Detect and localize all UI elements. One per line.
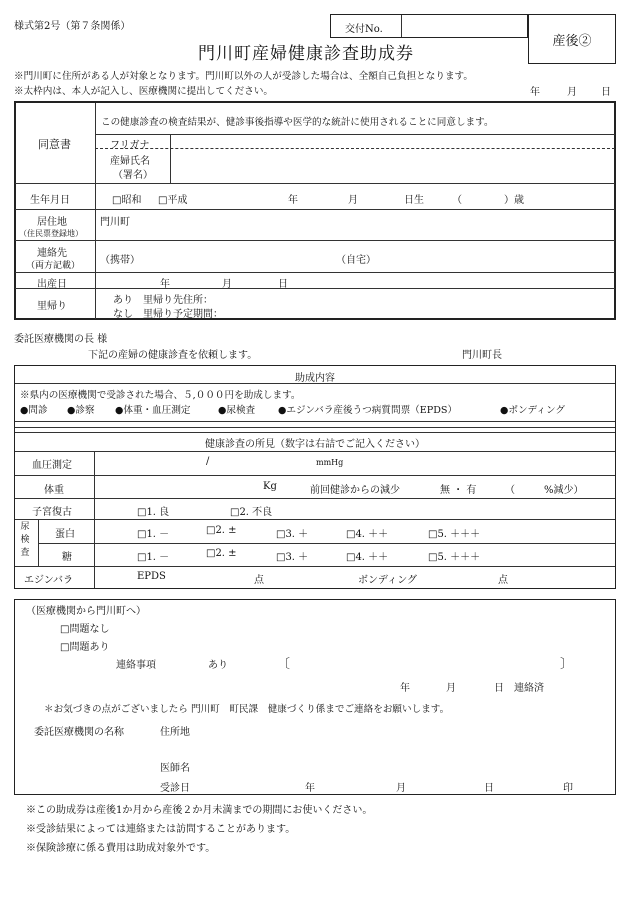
address-label: 居住地 [37,217,67,228]
subsidy-item: ●尿検査 [218,405,256,416]
contact-date-month: 月 [446,683,456,694]
date-day: 日 [601,87,611,98]
instruction-note: ※太枠内は、本人が記入し、医療機関に提出してください。 [14,86,274,97]
furigana-input[interactable] [175,136,611,148]
urine-label: 尿検査 [20,522,30,558]
dob-label: 生年月日 [30,195,70,206]
bp-unit: mmHg [316,458,344,467]
birth-month: 月 [222,279,232,290]
visit-date-label: 受診日 [160,783,190,794]
page-title: 門川町産婦健康診査助成券 [198,44,414,64]
return-no[interactable]: なし 里帰り予定期間： [113,309,223,320]
contact-label: 連絡先 [37,248,67,259]
birth-label: 出産日 [37,279,67,290]
seal-label: 印 [563,783,573,794]
epds-unit: 点 [254,575,264,586]
protein-option[interactable]: □5. ＋＋＋ [428,529,481,540]
contact-date-year: 年 [400,683,410,694]
visit-day: 日 [484,783,494,794]
sugar-option[interactable]: □5. ＋＋＋ [428,552,481,563]
protein-option[interactable]: □1. － [137,529,170,540]
contact-date-day: 日 [494,683,504,694]
birth-year: 年 [160,279,170,290]
sugar-option[interactable]: □3. ＋ [276,552,309,563]
dob-year: 年 [288,195,298,206]
ari-label: あり [208,660,228,671]
subsidy-item: ●診察 [67,405,95,416]
dob-day: 日生 [404,195,424,206]
visit-month: 月 [396,783,406,794]
eligibility-note: ※門川町に住所がある人が対象となります。門川町以外の人が受診した場合は、全額自己負担となります。 [14,71,473,82]
bracket-open: 〔 [277,657,291,672]
uterus-option[interactable]: □2. 不良 [230,507,273,518]
address-sub: （住民票登録地） [19,229,83,238]
no-problem-checkbox[interactable]: □問題なし [60,624,110,635]
subsidy-item: ●ボンディング [500,405,565,416]
sugar-option[interactable]: □4. ＋＋ [346,552,389,563]
visit-year: 年 [305,783,315,794]
contact-item-label: 連絡事項 [116,660,156,671]
age-close: ）歳 [504,195,524,206]
bonding-label: ボンディング [358,575,417,586]
bp-label: 血圧測定 [32,460,72,471]
form-number: 様式第2号（第７条関係） [14,21,131,32]
receipt-number-box[interactable] [330,14,528,38]
subsidy-item: ●エジンバラ産後うつ病質問票（EPDS） [278,405,458,416]
badge-text: 産後② [552,34,592,49]
dob-month: 月 [348,195,358,206]
date-month: 月 [567,87,577,98]
signature-label: （署名） [113,170,153,181]
name-input[interactable] [175,150,611,180]
weight-pct: %減少） [544,485,584,496]
weight-pct-open: （ [505,485,515,496]
protein-option[interactable]: □3. ＋ [276,529,309,540]
furigana-label: フリガナ [110,140,150,151]
subsidy-item: ●体重・血圧測定 [115,405,191,416]
bp-slash: / [206,456,210,467]
facility-address-label: 住所地 [160,727,190,738]
sugar-option[interactable]: □2. ± [206,548,237,559]
consent-label: 同意書 [38,138,71,151]
name-label: 産婦氏名 [110,156,150,167]
bonding-unit: 点 [498,575,508,586]
receipt-number-label: 交付No. [345,24,383,35]
return-label: 里帰り [37,301,67,312]
problem-checkbox[interactable]: □問題あり [60,642,110,653]
epds-label: EPDS [137,571,166,582]
mobile-field[interactable]: （携帯） [100,255,140,266]
consent-text: この健康診査の検査結果が、健診事後指導や医学的な統計に使用されることに同意します。 [101,117,494,128]
subsidy-item: ●問診 [20,405,48,416]
bracket-close: 〕 [560,657,574,672]
subsidy-header: 助成内容 [295,373,335,384]
footer-note: ※この助成券は産後1か月から産後２か月未満までの期間にお使いください。 [26,805,373,816]
request-from: 門川町長 [462,350,502,361]
weight-label: 体重 [44,485,64,496]
weight-change-options[interactable]: 無 ・ 有 [440,485,477,496]
uterus-label: 子宮復古 [32,507,72,518]
sugar-option[interactable]: □1. － [137,552,170,563]
facility-label: 委託医療機関の名称 [34,727,124,738]
findings-header: 健康診査の所見（数字は右詰でご記入ください） [205,439,425,450]
era-showa-checkbox[interactable]: □昭和 [112,195,142,206]
footer-note: ※受診結果によっては連絡または訪問することがあります。 [26,824,296,835]
protein-label: 蛋白 [55,529,75,540]
date-year: 年 [530,87,540,98]
home-field[interactable]: （自宅） [336,255,376,266]
uterus-option[interactable]: □1. 良 [137,507,170,518]
address-value[interactable]: 門川町 [100,217,130,228]
clinic-header: （医療機関から門川町へ） [26,606,146,617]
protein-option[interactable]: □2. ± [206,525,237,536]
weight-change-label: 前回健診からの減少 [310,485,400,496]
request-text: 下記の産婦の健康診査を依頼します。 [88,350,258,361]
notice-text: ＊お気づきの点がございましたら 門川町 町民課 健康づくり係までご連絡をお願いします。 [44,704,450,715]
return-yes[interactable]: あり 里帰り先住所： [113,295,213,306]
weight-unit: Kg [263,481,277,492]
postpartum-badge [528,14,616,64]
subsidy-line: ※県内の医療機関で受診された場合、５,０００円を助成します。 [20,390,301,401]
footer-note: ※保険診療に係る費用は助成対象外です。 [26,843,216,854]
request-to: 委託医療機関の長 様 [14,334,108,345]
contacted-label: 連絡済 [514,683,544,694]
age-open: （ [452,195,462,206]
contact-sub: （両方記載） [26,261,81,271]
sugar-label: 糖 [62,552,72,563]
epds-row-label: エジンバラ [24,575,74,586]
era-heisei-checkbox[interactable]: □平成 [158,195,188,206]
birth-day: 日 [278,279,288,290]
protein-option[interactable]: □4. ＋＋ [346,529,389,540]
contact-item-input[interactable] [296,652,554,670]
doctor-label: 医師名 [160,763,190,774]
